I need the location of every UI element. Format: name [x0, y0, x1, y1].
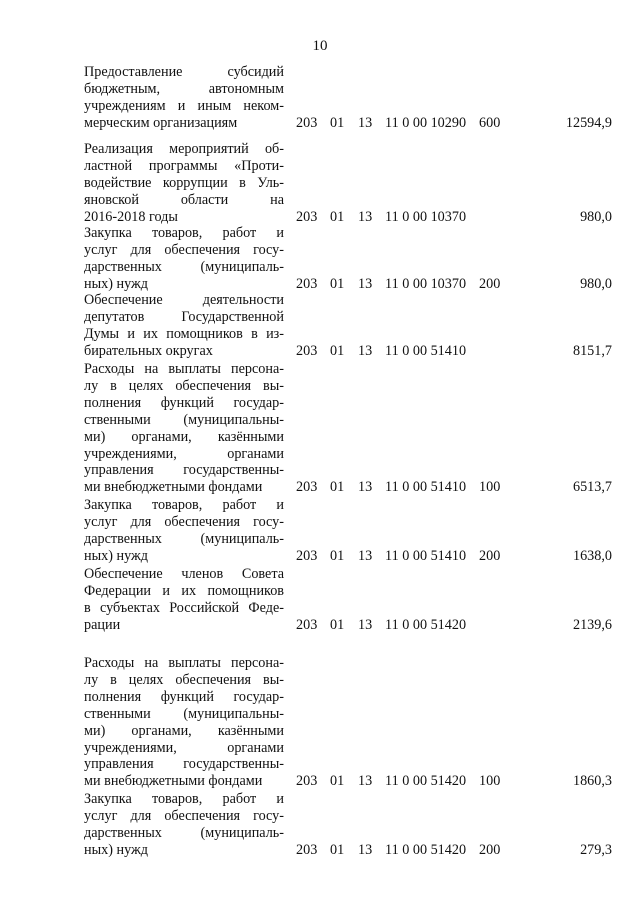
- expense-type-code: 200: [479, 547, 501, 564]
- amount: 2139,6: [572, 616, 612, 633]
- section-code: 01: [330, 275, 345, 292]
- description-line: ми внебюджетными фондами: [84, 773, 263, 790]
- amount: 1638,0: [572, 547, 612, 564]
- target-article-code: 11 0 00 10370: [385, 275, 467, 292]
- description-line: управления государственны-: [84, 462, 284, 479]
- subsection-code: 13: [358, 342, 373, 359]
- table-row: [0, 497, 640, 565]
- page-number: 10: [312, 38, 328, 54]
- description-line: 2016-2018 годы: [84, 208, 178, 225]
- table-row: [0, 292, 640, 360]
- expense-type-code: 200: [479, 841, 501, 858]
- description-line: ми) органами, казёнными: [84, 428, 284, 445]
- section-code: 01: [330, 114, 345, 131]
- description-line: Закупка товаров, работ и: [84, 497, 284, 513]
- description-line: ми внебюджетными фондами: [84, 479, 263, 496]
- description-line: ных) нужд: [84, 841, 149, 858]
- expense-type-code: 600: [479, 114, 501, 131]
- section-code: 01: [330, 342, 345, 359]
- admin-code: 203: [296, 547, 318, 564]
- description-line: ластной программы «Проти-: [84, 157, 284, 174]
- description-line: ми) органами, казёнными: [84, 722, 284, 739]
- description-line: услуг для обеспечения госу-: [84, 241, 284, 258]
- expense-type-code: 100: [479, 773, 501, 790]
- description-line: Расходы на выплаты персона-: [84, 655, 284, 671]
- row-description: [84, 141, 284, 226]
- subsection-code: 13: [358, 275, 373, 292]
- table-row: [0, 791, 640, 859]
- subsection-code: 13: [358, 616, 373, 633]
- description-line: в субъектах Российской Феде-: [84, 599, 284, 616]
- subsection-code: 13: [358, 114, 373, 131]
- target-article-code: 11 0 00 51410: [385, 547, 467, 564]
- target-article-code: 11 0 00 51420: [385, 773, 467, 790]
- target-article-code: 11 0 00 51420: [385, 616, 467, 633]
- table-row: [0, 361, 640, 496]
- expense-type-code: 100: [479, 479, 501, 496]
- description-line: Думы и их помощников в из-: [84, 325, 284, 342]
- section-code: 01: [330, 479, 345, 496]
- section-code: 01: [330, 547, 345, 564]
- target-article-code: 11 0 00 51410: [385, 342, 467, 359]
- subsection-code: 13: [358, 547, 373, 564]
- description-line: полнения функций государ-: [84, 394, 284, 411]
- description-line: дарственных (муниципаль-: [84, 824, 284, 841]
- description-line: Предоставление субсидий: [84, 64, 284, 80]
- target-article-code: 11 0 00 51420: [385, 841, 467, 858]
- description-line: управления государственны-: [84, 756, 284, 773]
- description-line: Закупка товаров, работ и: [84, 791, 284, 807]
- description-line: учреждениям и иным неком-: [84, 97, 284, 114]
- description-line: Обеспечение членов Совета: [84, 566, 284, 582]
- row-description: [84, 566, 284, 634]
- amount: 12594,9: [565, 114, 612, 131]
- admin-code: 203: [296, 275, 318, 292]
- admin-code: 203: [296, 479, 318, 496]
- description-line: лу в целях обеспечения вы-: [84, 377, 284, 394]
- description-line: ных) нужд: [84, 275, 149, 292]
- description-line: депутатов Государственной: [84, 308, 284, 325]
- section-code: 01: [330, 208, 345, 225]
- description-line: дарственных (муниципаль-: [84, 530, 284, 547]
- amount: 980,0: [580, 208, 612, 225]
- table-row: [0, 225, 640, 293]
- description-line: Федерации и их помощников: [84, 582, 284, 599]
- description-line: Обеспечение деятельности: [84, 292, 284, 308]
- subsection-code: 13: [358, 841, 373, 858]
- admin-code: 203: [296, 773, 318, 790]
- amount: 980,0: [580, 275, 612, 292]
- target-article-code: 11 0 00 10290: [385, 114, 467, 131]
- section-code: 01: [330, 616, 345, 633]
- row-description: [84, 497, 284, 565]
- table-row: [0, 141, 640, 226]
- target-article-code: 11 0 00 51410: [385, 479, 467, 496]
- table-row: [0, 566, 640, 634]
- description-line: учреждениями, органами: [84, 445, 284, 462]
- description-line: лу в целях обеспечения вы-: [84, 671, 284, 688]
- description-line: яновской области на: [84, 191, 284, 208]
- amount: 8151,7: [572, 342, 612, 359]
- admin-code: 203: [296, 342, 318, 359]
- description-line: учреждениями, органами: [84, 739, 284, 756]
- admin-code: 203: [296, 114, 318, 131]
- description-line: Закупка товаров, работ и: [84, 225, 284, 241]
- description-line: рации: [84, 616, 121, 633]
- subsection-code: 13: [358, 479, 373, 496]
- expense-type-code: 200: [479, 275, 501, 292]
- description-line: полнения функций государ-: [84, 688, 284, 705]
- description-line: бирательных округах: [84, 342, 213, 359]
- section-code: 01: [330, 841, 345, 858]
- description-line: мерческим организациям: [84, 114, 238, 131]
- subsection-code: 13: [358, 773, 373, 790]
- table-row: [0, 64, 640, 132]
- row-description: [84, 292, 284, 360]
- description-line: бюджетным, автономным: [84, 80, 284, 97]
- table-row: [0, 655, 640, 790]
- target-article-code: 11 0 00 10370: [385, 208, 467, 225]
- subsection-code: 13: [358, 208, 373, 225]
- amount: 6513,7: [572, 479, 612, 496]
- description-line: водействие коррупции в Уль-: [84, 174, 284, 191]
- section-code: 01: [330, 773, 345, 790]
- amount: 1860,3: [572, 773, 612, 790]
- description-line: ственными (муниципальны-: [84, 411, 284, 428]
- admin-code: 203: [296, 841, 318, 858]
- description-line: дарственных (муниципаль-: [84, 258, 284, 275]
- description-line: Расходы на выплаты персона-: [84, 361, 284, 377]
- description-line: ственными (муниципальны-: [84, 705, 284, 722]
- row-description: [84, 225, 284, 293]
- row-description: [84, 655, 284, 790]
- admin-code: 203: [296, 208, 318, 225]
- admin-code: 203: [296, 616, 318, 633]
- description-line: услуг для обеспечения госу-: [84, 513, 284, 530]
- amount: 279,3: [580, 841, 612, 858]
- row-description: [84, 791, 284, 859]
- row-description: [84, 64, 284, 132]
- description-line: услуг для обеспечения госу-: [84, 807, 284, 824]
- row-description: [84, 361, 284, 496]
- description-line: Реализация мероприятий об-: [84, 141, 284, 157]
- description-line: ных) нужд: [84, 547, 149, 564]
